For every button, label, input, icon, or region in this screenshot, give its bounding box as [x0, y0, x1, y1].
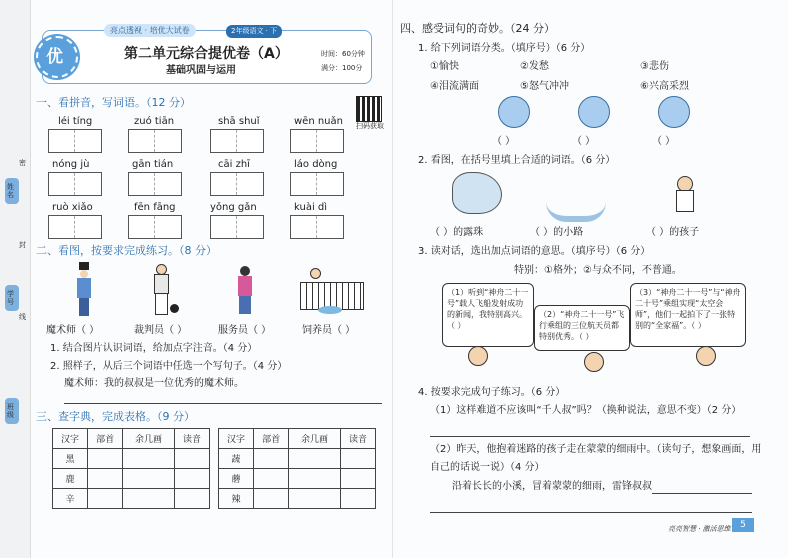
char-cell: 鹿	[53, 469, 88, 489]
answer-box-4[interactable]	[290, 129, 344, 153]
th: 汉字	[53, 429, 88, 449]
label-waiter: 服务员（ ）	[218, 325, 272, 336]
pinyin-3: shā shuǐ	[218, 116, 260, 127]
char-cell: 辛	[53, 489, 88, 509]
answer-cell[interactable]	[254, 449, 289, 469]
pinyin-5: nóng jù	[52, 159, 90, 170]
paren-sad[interactable]: （ ）	[652, 136, 676, 147]
waiter-illustration	[234, 266, 256, 316]
answer-box-7[interactable]	[210, 172, 264, 196]
s4-q4-2c: 沿着长长的小溪，冒着蒙蒙的细雨，雷锋叔叔	[452, 481, 652, 492]
answer-cell[interactable]	[340, 489, 375, 509]
dictionary-table-left	[52, 428, 210, 509]
answer-box-10[interactable]	[128, 215, 182, 239]
answer-box-6[interactable]	[128, 172, 182, 196]
qr-code-icon[interactable]	[356, 96, 382, 122]
page-number: 5	[732, 518, 754, 532]
answer-line-q4-2a[interactable]	[652, 493, 752, 494]
pinyin-2: zuó tiān	[134, 116, 175, 127]
th: 部首	[88, 429, 123, 449]
page-title: 第二单元综合提优卷（A）	[124, 46, 289, 62]
answer-box-9[interactable]	[48, 215, 102, 239]
badge-text: 优	[46, 47, 63, 67]
word-6: ⑥兴高采烈	[640, 81, 689, 92]
label-referee: 裁判员（ ）	[134, 325, 188, 336]
paren-angry[interactable]: （ ）	[572, 136, 596, 147]
answer-cell[interactable]	[254, 489, 289, 509]
label-feeder: 饲养员（ ）	[302, 325, 356, 336]
answer-cell[interactable]	[88, 469, 123, 489]
child-face-3-icon	[696, 346, 716, 366]
label-magician: 魔术师（ ）	[46, 325, 100, 336]
dictionary-table-right	[218, 428, 376, 509]
word-4: ④泪流满面	[430, 81, 479, 92]
th: 余几画	[289, 429, 341, 449]
happy-face-icon	[498, 96, 530, 128]
paren-happy[interactable]: （ ）	[492, 136, 516, 147]
qr-caption: 扫码获取	[356, 122, 384, 130]
magician-illustration	[76, 262, 92, 316]
pinyin-12: kuài dì	[294, 202, 328, 213]
page-divider	[392, 0, 393, 558]
th: 读音	[340, 429, 375, 449]
sidebar-id: 学号	[7, 290, 14, 306]
pinyin-7: cāi zhī	[218, 159, 250, 170]
child-face-2-icon	[584, 352, 604, 372]
s4-q4: 4. 按要求完成句子练习。（6 分）	[418, 387, 566, 398]
section1-heading: 一、看拼音，写词语。（12 分）	[36, 96, 191, 109]
answer-cell[interactable]	[88, 489, 123, 509]
seal-label-3: 线	[19, 313, 26, 321]
answer-line-q4-1[interactable]	[430, 436, 750, 437]
q2-label-2: （ ）的小路	[530, 227, 584, 238]
th: 余几画	[123, 429, 175, 449]
answer-cell[interactable]	[254, 469, 289, 489]
answer-box-3[interactable]	[210, 129, 264, 153]
word-2: ②发愁	[520, 61, 549, 72]
sidebar-name: 姓名	[7, 183, 14, 199]
pinyin-11: yǒng gǎn	[210, 202, 257, 213]
footer-brand: 亮亮智慧 · 激活思维	[668, 525, 731, 533]
section3-heading: 三、查字典，完成表格。（9 分）	[36, 410, 195, 423]
page-subtitle: 基础巩固与运用	[166, 65, 236, 76]
child-icon	[672, 176, 696, 214]
answer-cell[interactable]	[123, 449, 175, 469]
pinyin-9: ruò xiǎo	[52, 202, 93, 213]
s4-q4-2a: （2）昨天，他抱着迷路的孩子走在蒙蒙的细雨中。（读句子，想象画面，用	[430, 444, 762, 455]
binding-sidebar	[0, 0, 31, 558]
char-cell: 黑	[53, 449, 88, 469]
th: 汉字	[219, 429, 254, 449]
section2-heading: 二、看图，按要求完成练习。（8 分）	[36, 244, 217, 257]
char-cell: 蔬	[219, 449, 254, 469]
dialogue-bubble-1: （1）听到“神舟二十一号”载人飞船发射成功的新闻，我特别高兴。（ ）	[442, 283, 534, 347]
word-5: ⑤怒气冲冲	[520, 81, 569, 92]
q2-label-3: （ ）的孩子	[646, 227, 700, 238]
answer-box-11[interactable]	[210, 215, 264, 239]
s4-q3: 3. 读对话，选出加点词语的意思。（填序号）（6 分）	[418, 246, 651, 257]
s4-q2: 2. 看图，在括号里填上合适的词语。（6 分）	[418, 155, 616, 166]
time-info: 时间：60分钟	[321, 50, 365, 58]
char-cell: 辣	[219, 489, 254, 509]
q2-label-1: （ ）的露珠	[430, 227, 484, 238]
answer-box-1[interactable]	[48, 129, 102, 153]
seal-label-1: 密	[19, 159, 26, 167]
word-3: ③悲伤	[640, 61, 669, 72]
banner: 亮点透视 · 培优大试卷	[104, 24, 196, 37]
answer-line-q4-2b[interactable]	[430, 512, 752, 513]
pinyin-8: láo dòng	[294, 159, 338, 170]
th: 读音	[174, 429, 209, 449]
answer-cell[interactable]	[289, 489, 341, 509]
s4-q4-1: （1）这样难道不应该叫“千人叔”吗？（换种说法，意思不变）（2 分）	[430, 405, 742, 416]
answer-cell[interactable]	[88, 449, 123, 469]
answer-cell[interactable]	[174, 449, 209, 469]
pinyin-10: fēn fāng	[134, 202, 176, 213]
answer-cell[interactable]	[174, 489, 209, 509]
seal-label-2: 封	[19, 241, 26, 249]
s2-example: 魔术师：我的叔叔是一位优秀的魔术师。	[64, 378, 244, 389]
grade-tag: 2年级语文 · 下	[226, 25, 282, 38]
s4-q1: 1. 给下列词语分类。（填序号）（6 分）	[418, 43, 591, 54]
answer-box-12[interactable]	[290, 215, 344, 239]
referee-illustration	[150, 264, 180, 316]
word-1: ①愉快	[430, 61, 459, 72]
answer-cell[interactable]	[340, 449, 375, 469]
th: 部首	[254, 429, 289, 449]
section4-heading: 四、感受词句的奇妙。（24 分）	[400, 22, 555, 35]
q3-meaning: 特别：①格外；②与众不同，不普通。	[514, 265, 682, 276]
child-face-1-icon	[468, 346, 488, 366]
dewdrop-leaf-icon	[452, 172, 502, 214]
score-info: 满分：100分	[321, 64, 363, 72]
pinyin-1: léi tíng	[58, 116, 93, 127]
char-cell: 蘑	[219, 469, 254, 489]
answer-cell[interactable]	[289, 449, 341, 469]
winding-path-icon	[546, 174, 606, 222]
pinyin-4: wēn nuǎn	[294, 116, 343, 127]
answer-cell[interactable]	[289, 469, 341, 489]
answer-box-5[interactable]	[48, 172, 102, 196]
answer-cell[interactable]	[340, 469, 375, 489]
answer-line-s2[interactable]	[64, 403, 382, 404]
sidebar-class: 班级	[7, 403, 14, 419]
feeder-illustration	[300, 268, 362, 316]
answer-cell[interactable]	[123, 469, 175, 489]
answer-cell[interactable]	[174, 469, 209, 489]
s4-q4-2b: 自己的话说一说）（4 分）	[430, 462, 545, 473]
dialogue-bubble-3: （3）“神舟二十一号”与“神舟二十号”乘组实现“太空会师”，他们一起拍下了一张特别的“全家福”。（ ）	[630, 283, 746, 347]
s2-q2: 2. 照样子，从后三个词语中任选一个写句子。（4 分）	[50, 361, 288, 372]
answer-box-8[interactable]	[290, 172, 344, 196]
answer-cell[interactable]	[123, 489, 175, 509]
answer-box-2[interactable]	[128, 129, 182, 153]
sad-face-icon	[658, 96, 690, 128]
s2-q1: 1. 结合图片认识词语，给加点字注音。（4 分）	[50, 343, 258, 354]
pinyin-6: gān tián	[132, 159, 174, 170]
dialogue-bubble-2: （2）“神舟二十一号”飞行乘组的三位航天员都特别优秀。（ ）	[534, 305, 630, 351]
angry-face-icon	[578, 96, 610, 128]
